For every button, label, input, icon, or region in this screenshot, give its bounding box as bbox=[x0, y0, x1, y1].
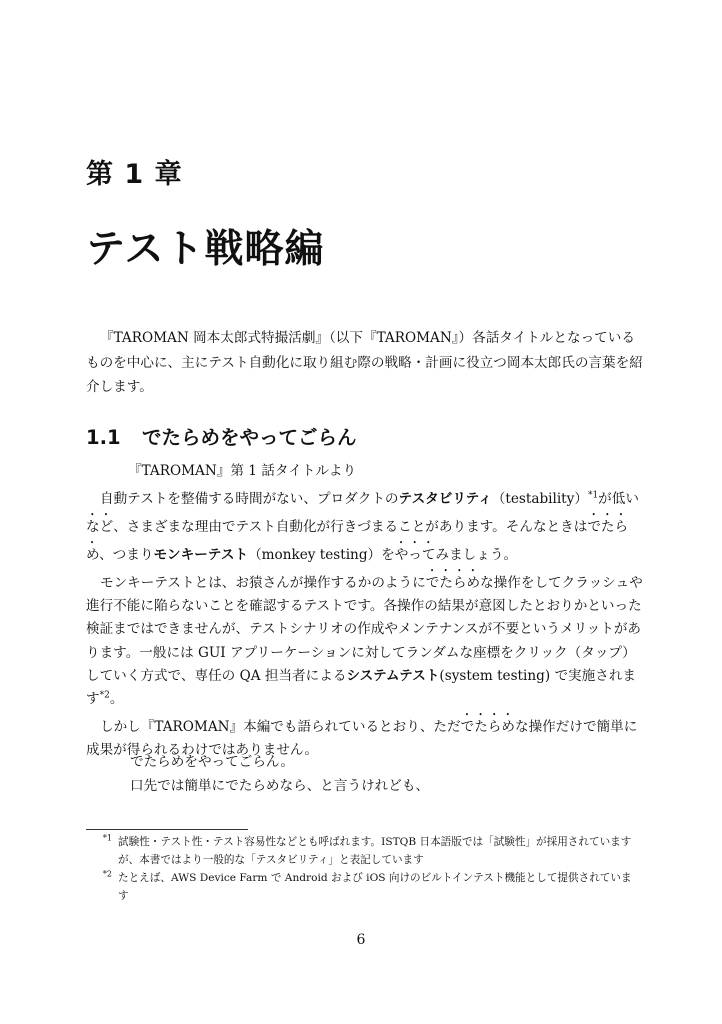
footnote-mark bbox=[86, 869, 118, 905]
footnote-text: たとえば、AWS Device Farm で Android および iOS 向けのビルトインテスト機能として提供されています bbox=[118, 872, 632, 902]
section-number: 1.1 bbox=[86, 426, 121, 449]
text-run: （monkey testing）を bbox=[248, 547, 395, 564]
footnote-mark bbox=[86, 833, 118, 869]
emphasis-detarame: でたらめ bbox=[86, 519, 629, 564]
body-paragraph-1 bbox=[86, 488, 646, 567]
footnote-divider bbox=[86, 829, 248, 830]
text-run: 、さまざまな理由でテスト自動化が行きづまることがあります。そんなときは bbox=[113, 519, 588, 536]
chapter-label: 第 1 章 bbox=[86, 159, 183, 190]
emphasis-yatte: やって bbox=[394, 547, 436, 564]
section-source: 『TAROMAN』第 1 話タイトルより bbox=[128, 463, 357, 479]
body-text bbox=[86, 488, 646, 762]
footnotes bbox=[86, 833, 642, 905]
footnote-mark-text: *1 bbox=[102, 833, 112, 843]
footnote-ref-1[interactable]: *1 bbox=[587, 490, 599, 501]
quote-line-2: 口先では簡単にでたらめなら、と言うけれども、 bbox=[130, 778, 430, 794]
footnote-text: 試験性・テスト性・テスト容易性などとも呼ばれます。ISTQB 日本語版では「試験性」が採用されていますが、本書ではより一般的な「テスタビリティ」と表記しています bbox=[118, 836, 632, 866]
term-monkey-test: モンキーテスト bbox=[153, 547, 249, 564]
intro-paragraph: 『TAROMAN 岡本太郎式特撮活劇』（以下『TAROMAN』）各話タイトルとなっているものを中心に、主にテスト自動化に取り組む際の戦略・計画に役立つ岡本太郎氏の言葉を紹介します。 bbox=[86, 330, 643, 395]
text-run: みましょう。 bbox=[435, 547, 518, 564]
footnote-2 bbox=[86, 869, 642, 905]
text-run: な操作をしてクラッシュや進行不能に陥らないことを確認するテストです。各操作の結果が意図したとおりかといった検証まではできませんが、テストシナリオの作成やメンテナンスが不要というメリットがあります。一般には GUI アプリーケーションに対してランダムな座標をクリック（タップ）していく方式で、専任の QA 担当者による bbox=[86, 575, 643, 684]
text-run: モンキーテストとは、お猿さんが操作するかのように bbox=[100, 575, 426, 592]
footnote-1 bbox=[86, 833, 642, 869]
emphasis-nado: など bbox=[86, 519, 114, 536]
footnote-ref-2[interactable]: *2 bbox=[99, 690, 110, 701]
quote-line-1: でたらめをやってごらん。 bbox=[130, 754, 294, 770]
body-paragraph-2 bbox=[86, 567, 646, 711]
text-run: (system testing) で実施されます bbox=[86, 667, 637, 707]
page-number: 6 bbox=[356, 932, 366, 948]
section-heading bbox=[86, 422, 357, 450]
term-system-test: システムテスト bbox=[346, 667, 440, 684]
chapter-title: テスト戦略編 bbox=[86, 227, 325, 272]
emphasis-detarame: でたらめ bbox=[425, 575, 481, 592]
text-run: （testability） bbox=[491, 491, 588, 507]
text-run: 、つまり bbox=[99, 547, 154, 564]
emphasis-detarame: でたらめ bbox=[460, 718, 515, 735]
section-title: でたらめをやってごらん bbox=[142, 426, 357, 449]
footnote-mark-text: *2 bbox=[102, 869, 112, 879]
text-run: な操作だけで簡単に成果が得られるわけではありません。 bbox=[86, 718, 638, 758]
text-run: が低い bbox=[598, 491, 639, 507]
term-testability: テスタビリティ bbox=[398, 491, 492, 507]
text-run: 自動テストを整備する時間がない、プロダクトの bbox=[100, 491, 399, 507]
text-run: しかし『TAROMAN』本編でも語られているとおり、ただ bbox=[100, 718, 461, 735]
text-run: 。 bbox=[109, 690, 124, 707]
taro-quote bbox=[130, 750, 429, 798]
